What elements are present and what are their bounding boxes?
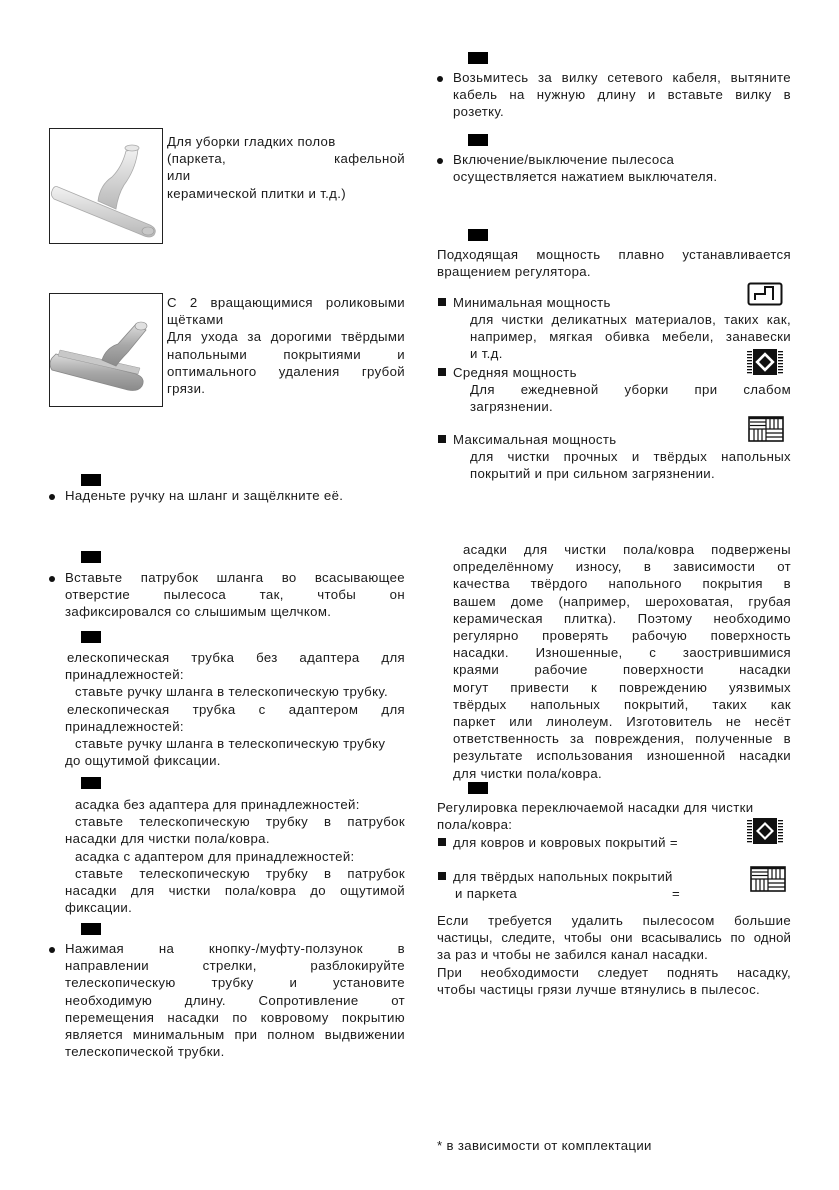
text-line: и т.д. [470,346,503,362]
step-attach-nozzle [65,796,405,916]
footnote: * в зависимости от комплектации [437,1138,652,1153]
text-line: вашем доме (например, шероховатая, грубая [453,593,791,609]
text-line: пола/ковра: [437,817,513,833]
text-line: Подходящая мощность плавно устанавливается [437,247,791,262]
text-line: Регулировка переключаемой насадки для чистки [437,800,754,815]
text-line: При необходимости следует поднять насадку, [437,964,791,980]
redacted-heading-block [468,782,488,794]
text-line: асадка с адаптером для принадлежностей: [75,848,355,864]
text-line: направлении стрелки, разблокируйте [65,958,405,974]
min-power-description [470,311,791,363]
roller-nozzle-icon [50,294,162,406]
step-attach-handle [65,487,410,504]
min-power-title: Минимальная мощность [453,295,611,310]
text-line: Наденьте ручку на шланг и защёлкните её. [65,488,344,503]
nozzle-wear-notice [453,541,791,782]
power-intro [437,246,791,280]
text-line: ставьте телескопическую трубку в патрубок [75,865,405,881]
carpet-setting-label: для ковров и ковровых покрытий = [453,835,678,850]
text-line: покрытий и при сильном загрязнении. [470,466,716,482]
mid-power-description [470,381,791,415]
text-line: регулярно проверять рабочую поверхность [453,628,791,644]
text-line: Для уборки гладких полов [167,134,336,149]
text-line: определённому износу, в зависимости от [453,559,791,575]
bullet-icon [49,494,55,500]
redacted-heading-block [81,551,101,563]
bullet-icon [49,947,55,953]
step-telescopic-tube [65,649,405,769]
text-line: твёрдых напольных покрытий, таких как [453,696,791,712]
text-line: напольными покрытиями и [167,346,405,362]
text-line: для чистки деликатных материалов, таких как, [470,312,791,327]
text-line: принадлежностей: [65,667,184,683]
step-plug-in [453,69,791,121]
square-bullet-icon [438,298,446,306]
text-line: перемещения насадки по ковровому покрытию [65,1009,405,1025]
redacted-heading-block [81,474,101,486]
text-line: Вставьте патрубок шланга во всасывающее [65,570,405,585]
floor-nozzle-image [49,128,163,244]
redacted-heading-block [468,52,488,64]
text-line: керамическая плитка). Поэтому необходимо [453,610,791,626]
text-line: елескопическая трубка без адаптера для [67,650,405,665]
text-line: ставьте ручку шланга в телескопическую трубку [75,736,386,752]
text-line: паркет или линолеум. Изготовитель не несёт [453,714,791,730]
square-bullet-icon [438,368,446,376]
text-line: результате использования изношенной насадки [453,748,791,764]
text-line: кабель на нужную длину и вставьте вилку в [453,87,791,103]
text-line: насадки для чистки пола/ковра до ощутимой [65,883,405,899]
text-line: принадлежностей: [65,718,184,734]
text-line: Для ежедневной уборки при слабом [470,382,791,397]
step-insert-hose [65,569,405,621]
mid-power-title: Средняя мощность [453,365,577,380]
text-line: Если требуется удалить пылесосом большие [437,913,791,928]
square-bullet-icon [438,435,446,443]
min-power-icon [747,282,783,306]
hard-floor-setting-label [453,868,673,902]
text-line: зафиксировался со слышимым щелчком. [65,604,332,620]
text-line: до ощутимой фиксации. [65,753,221,769]
text-line: грязи. [167,381,206,397]
text-line: ответственность за повреждения, полученные в [453,731,791,747]
square-bullet-icon [438,838,446,846]
text-line: для чистки пола/ковра. [453,765,603,781]
t-nozzle-icon [50,129,162,243]
text-line: для твёрдых напольных покрытий [453,869,673,884]
text-line [167,150,405,184]
parquet-icon [748,416,784,442]
text-line: керамической плитки и т.д.) [167,185,346,201]
text-line: например, мягкая обивка мебели, занавески [470,329,791,345]
text-line: асадка без адаптера для принадлежностей: [75,797,360,812]
text-line: оптимального удаления грубой [167,363,405,379]
step-adjust-length [65,940,405,1060]
square-bullet-icon [438,872,446,880]
bullet-icon [437,158,443,164]
carpet-icon [747,349,783,375]
text-line: асадки для чистки пола/ковра подвержены [463,542,791,557]
max-power-title: Максимальная мощность [453,432,617,447]
switchable-nozzle-intro [437,799,791,833]
redacted-heading-block [468,229,488,241]
text-line: частицы, следите, чтобы они всасывались по одной [437,930,791,946]
bullet-icon [437,76,443,82]
parquet-icon [750,866,786,892]
nozzle2-description [167,294,405,397]
text-line: необходимую длину. Сопротивление от [65,992,405,1008]
text-line: С 2 вращающимися роликовыми [167,295,405,310]
text-line: ставьте ручку шланга в телескопическую трубку. [75,684,388,700]
text-line: насадки. Изношенные, с заострившимися [453,645,791,661]
text-line: чтобы частицы грязи лучше втянулись в пылесос. [437,981,761,997]
text-line: насадки для чистки пола/ковра. [65,831,270,847]
redacted-heading-block [81,777,101,789]
text-line: (паркета, кафельной или [167,151,405,184]
text-line: Для ухода за дорогими твёрдыми [167,329,405,345]
text-line: телескопическую трубку и установите [65,975,405,991]
text-line: загрязнении. [470,399,554,415]
text-line: розетку. [453,104,505,120]
text-line: отверстие пылесоса так, чтобы он [65,587,405,603]
large-particles-tips [437,912,791,998]
text-line: осуществляется нажатием выключателя. [453,169,718,185]
redacted-heading-block [468,134,488,146]
text-line: для чистки прочных и твёрдых напольных [470,449,791,464]
step-power-switch [453,151,791,185]
text-line: и паркета [455,886,518,902]
text-line: фиксации. [65,900,133,916]
text-line: краями рабочие поверхности насадки [453,662,791,678]
equals-sign: = [672,886,681,901]
redacted-heading-block [81,631,101,643]
text-line: Возьмитесь за вилку сетевого кабеля, вытяните [453,70,791,85]
max-power-description [470,448,791,482]
text-line: щётками [167,312,224,328]
text-line: Включение/выключение пылесоса [453,152,675,167]
text-line: елескопическая трубка с адаптером для [67,701,405,717]
bullet-icon [49,576,55,582]
carpet-icon [747,818,783,844]
text-line: является минимальным при полном выдвижении [65,1027,405,1043]
text-line: могут привести к повреждению уязвимых [453,679,791,695]
redacted-heading-block [81,923,101,935]
roller-nozzle-image [49,293,163,407]
text-line: Нажимая на кнопку-/муфту-ползунок в [65,941,405,956]
text-line: качества твёрдого напольного покрытия в [453,576,791,592]
text-line: за раз и чтобы не забился канал насадки. [437,947,709,963]
text-line: вращением регулятора. [437,264,591,280]
text-line: ставьте телескопическую трубку в патрубок [75,814,405,830]
nozzle1-description [167,133,405,202]
text-line: телескопической трубки. [65,1044,225,1060]
